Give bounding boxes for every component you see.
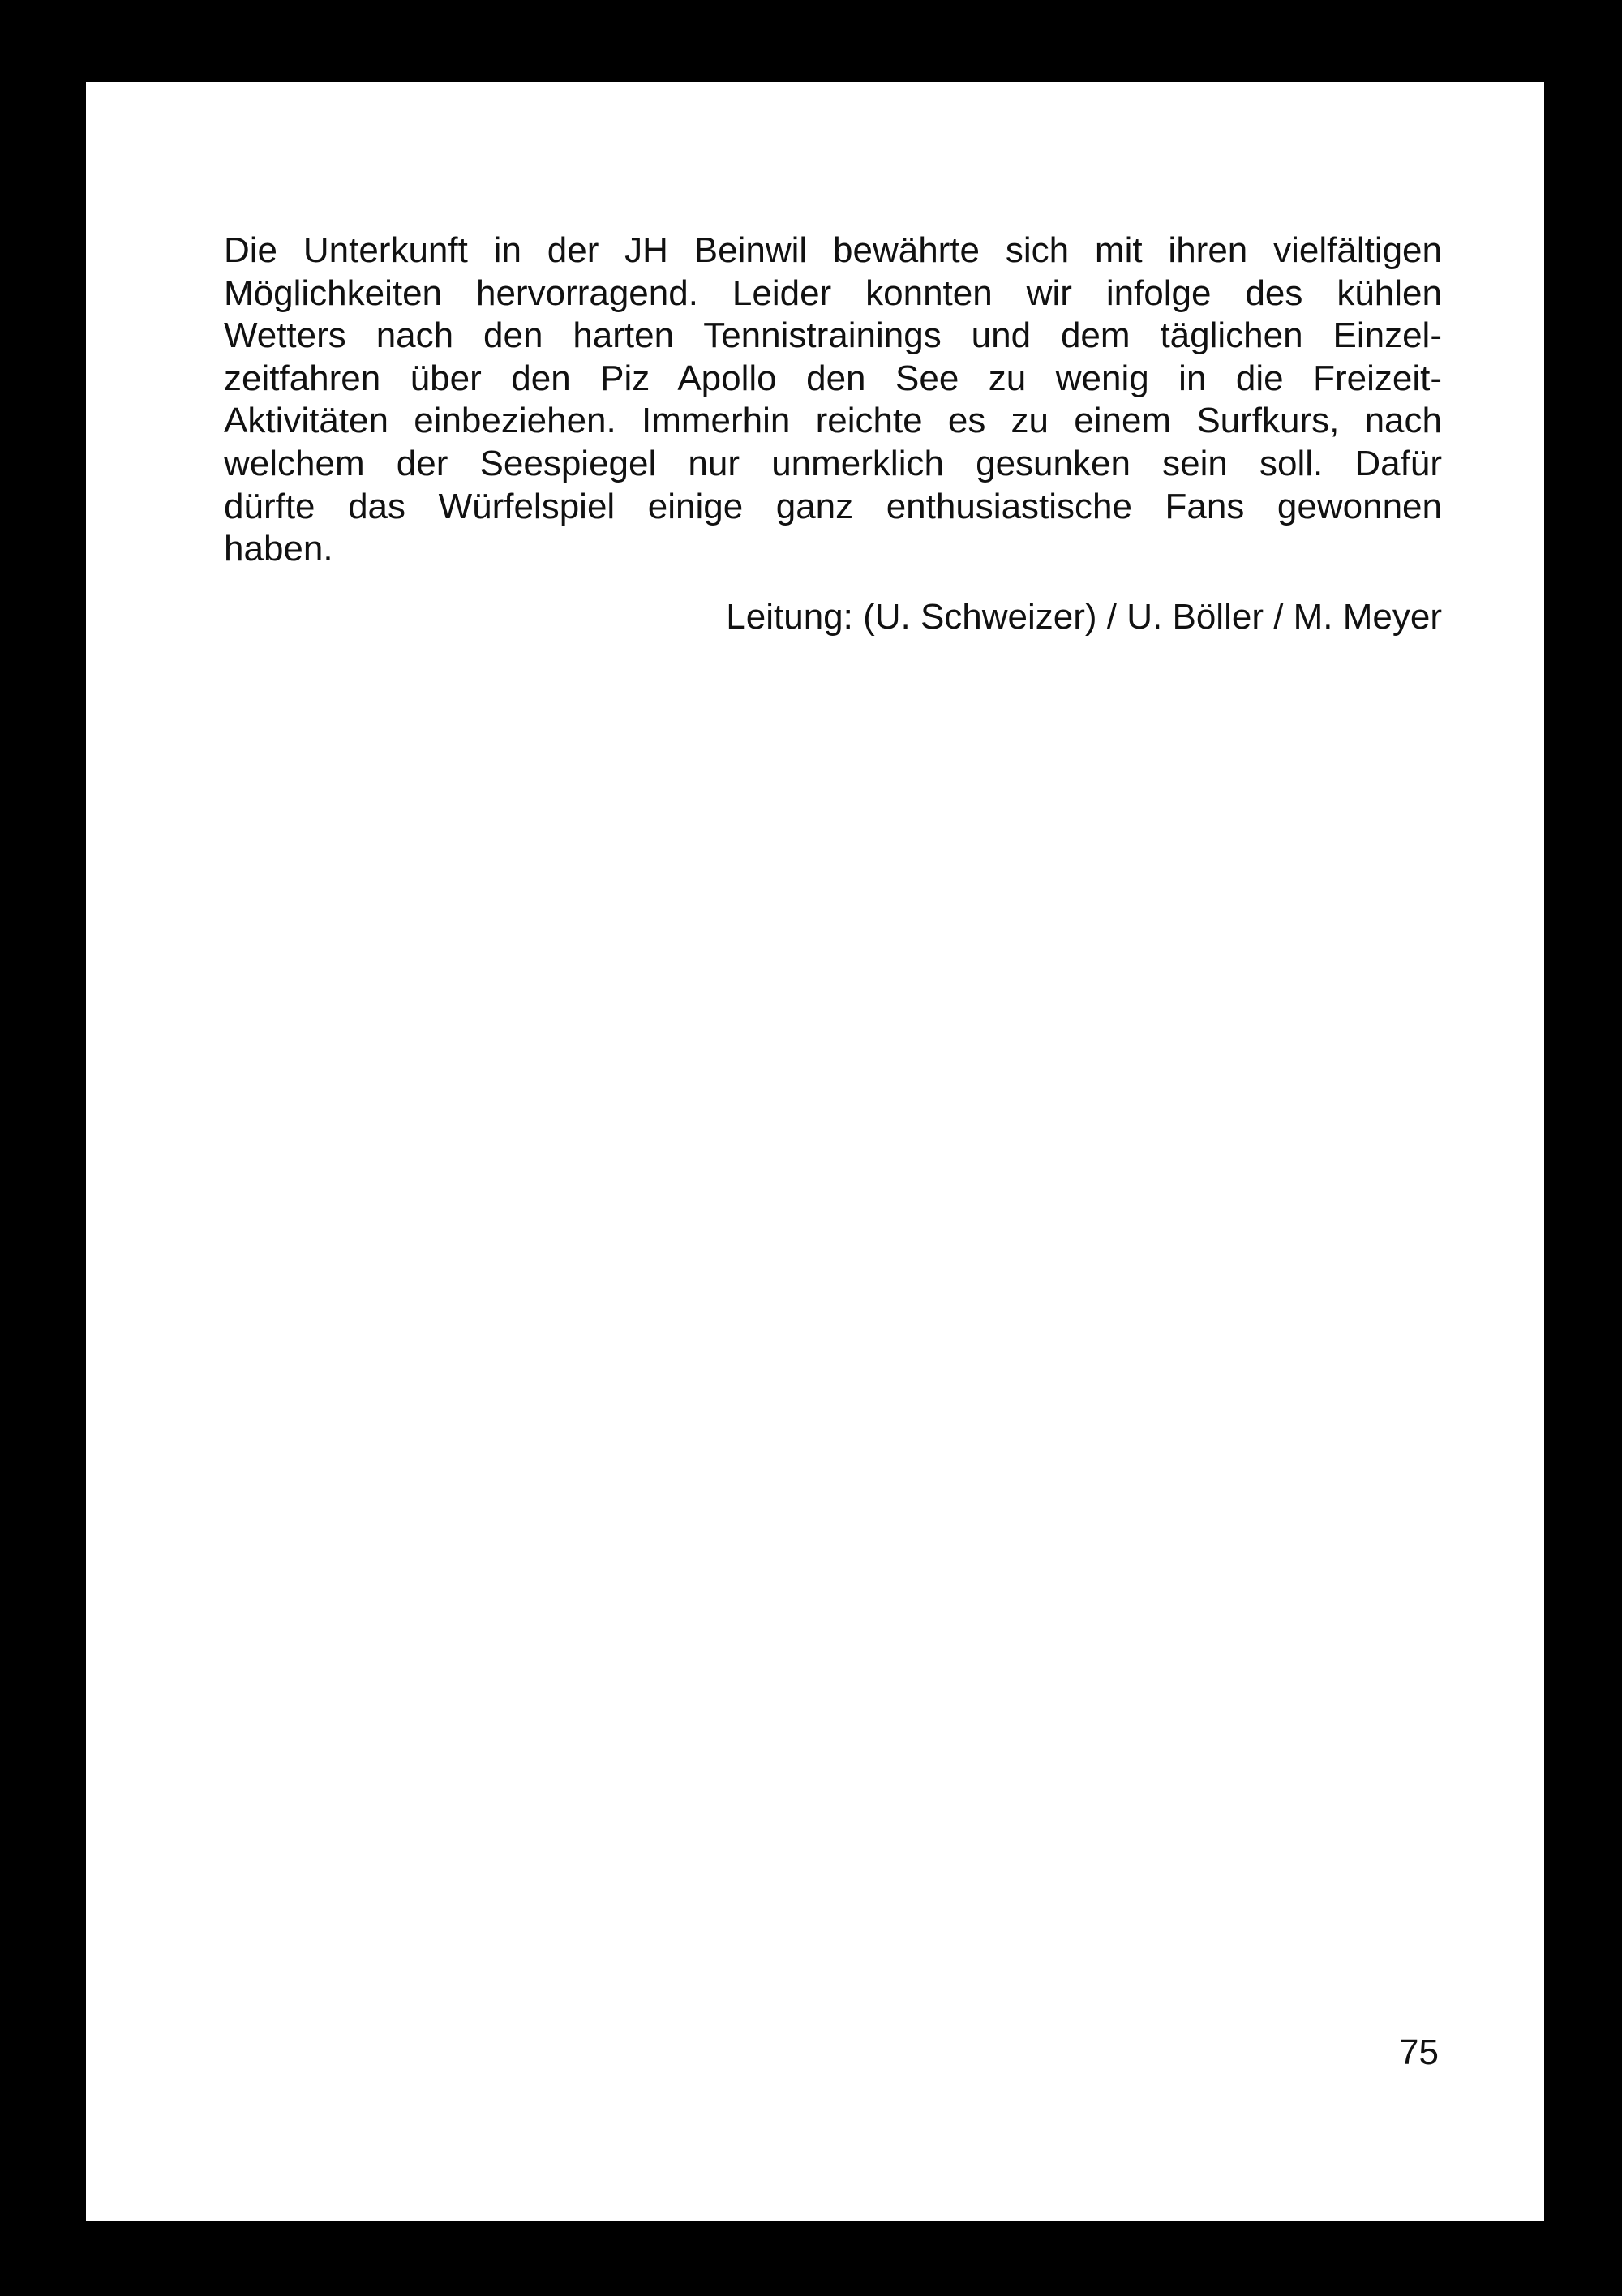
paragraph-line: dürfte das Würfelspiel einige ganz enthusiastische Fans gewonnen	[224, 486, 1442, 526]
paragraph-line: Aktivitäten einbeziehen. Immerhin reichte es zu einem Surfkurs, nach	[224, 401, 1442, 441]
body-paragraph	[224, 230, 1442, 571]
document-page	[86, 82, 1544, 2221]
paragraph-line: zeitfahren über den Piz Apollo den See zu wenig in die Freizeit-	[224, 358, 1442, 398]
signature-line: Leitung: (U. Schweizer) / U. Böller / M. Meyer	[726, 597, 1442, 637]
paragraph-line: Möglichkeiten hervorragend. Leider konnten wir infolge des kühlen	[224, 273, 1442, 313]
paragraph-line: welchem der Seespiegel nur unmerklich gesunken sein soll. Dafür	[224, 443, 1442, 483]
paragraph-line: Die Unterkunft in der JH Beinwil bewährte sich mit ihren vielfältigen	[224, 230, 1442, 270]
page-number: 75	[1399, 2032, 1439, 2072]
paragraph-line: haben.	[224, 529, 333, 569]
paragraph-line: Wetters nach den harten Tennistrainings und dem täglichen Einzel-	[224, 315, 1442, 356]
